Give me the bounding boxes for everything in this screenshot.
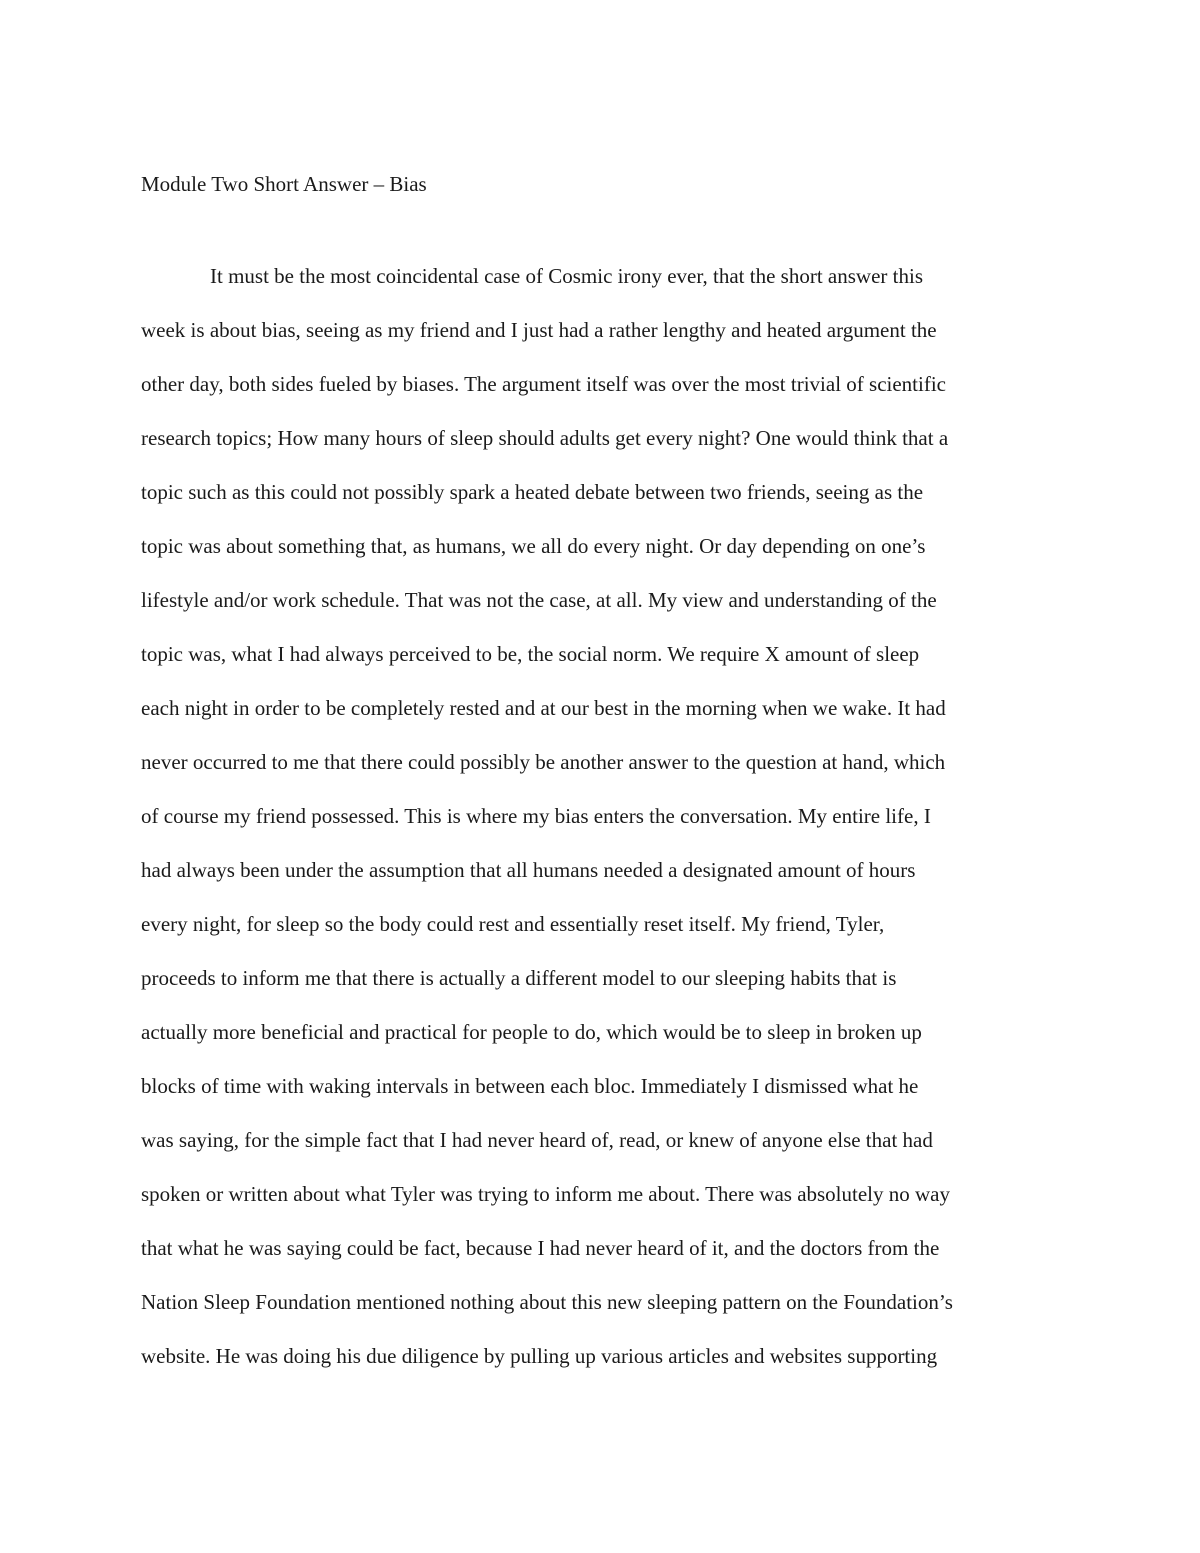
paragraph-line: topic was about something that, as humans, we all do every night. Or day depending on one’s	[141, 534, 926, 558]
paragraph-line: actually more beneficial and practical for people to do, which would be to sleep in broken up	[141, 1020, 922, 1044]
paragraph-line: proceeds to inform me that there is actually a different model to our sleeping habits that is	[141, 966, 897, 990]
paragraph-line: week is about bias, seeing as my friend and I just had a rather lengthy and heated argument the	[141, 318, 937, 342]
paragraph-line: lifestyle and/or work schedule. That was not the case, at all. My view and understanding of the	[141, 588, 937, 612]
body-paragraph	[141, 249, 1071, 1383]
paragraph-line: website. He was doing his due diligence by pulling up various articles and websites supporting	[141, 1344, 938, 1368]
paragraph-line: every night, for sleep so the body could rest and essentially reset itself. My friend, Tyler,	[141, 912, 885, 936]
paragraph-line: had always been under the assumption that all humans needed a designated amount of hours	[141, 858, 916, 882]
document-title: Module Two Short Answer – Bias	[141, 172, 427, 196]
paragraph-line: each night in order to be completely rested and at our best in the morning when we wake. It had	[141, 696, 946, 720]
paragraph-line: Nation Sleep Foundation mentioned nothing about this new sleeping pattern on the Foundation’s	[141, 1290, 953, 1314]
paragraph-line: topic such as this could not possibly spark a heated debate between two friends, seeing as the	[141, 480, 924, 504]
paragraph-line: of course my friend possessed. This is where my bias enters the conversation. My entire life, I	[141, 804, 931, 828]
paragraph-line: blocks of time with waking intervals in between each bloc. Immediately I dismissed what he	[141, 1074, 919, 1098]
paragraph-line: never occurred to me that there could possibly be another answer to the question at hand, which	[141, 750, 946, 774]
paragraph-line: research topics; How many hours of sleep should adults get every night? One would think that a	[141, 426, 949, 450]
paragraph-line: other day, both sides fueled by biases. The argument itself was over the most trivial of scientific	[141, 372, 946, 396]
paragraph-line: topic was, what I had always perceived to be, the social norm. We require X amount of sleep	[141, 642, 920, 666]
paragraph-line: was saying, for the simple fact that I had never heard of, read, or knew of anyone else that had	[141, 1128, 933, 1152]
paragraph-line: It must be the most coincidental case of Cosmic irony ever, that the short answer this	[210, 264, 923, 288]
paragraph-line: that what he was saying could be fact, because I had never heard of it, and the doctors from the	[141, 1236, 940, 1260]
paragraph-line: spoken or written about what Tyler was trying to inform me about. There was absolutely no way	[141, 1182, 950, 1206]
